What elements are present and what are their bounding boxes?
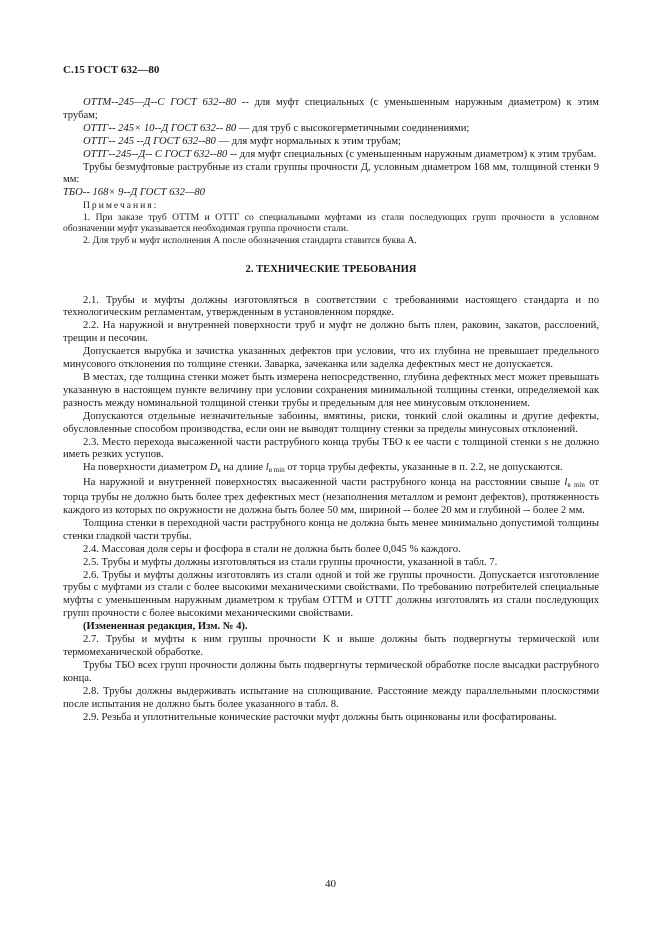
- page-number: 40: [325, 878, 336, 890]
- paragraph-2-2-b: Допускается вырубка и зачистка указанных дефектов при условии, что их глубина не превышает предельного минусового отклонения по толщине стенки. Заварка, зачеканка или заделка дефектных мест не допускается.: [63, 346, 599, 371]
- paragraph-2-3: 2.3. Место перехода высаженной части раструбного конца трубы ТБО к ее части с толщиной стенки s не должно иметь резких уступов.: [63, 436, 599, 461]
- paragraph-2-6: 2.6. Трубы и муфты должны изготовлять из стали одной и той же группы прочности. Допускается изготовление трубы с муфтами из стали с более высокими механическими свойствами. По требованию потребителей специальные муфты с уменьшенным наружным диаметром к трубам ОТТМ и ОТТГ должны изготовлять из стали последующих групп прочности с более высокими механическими свойствами.: [63, 569, 599, 620]
- edition-note: (Измененная редакция, Изм. № 4).: [83, 621, 248, 633]
- paragraph-2-3-c: На наружной и внутренней поверхностях высаженной части раструбного конца на расстоянии свыше $l_{в min}$ от торца трубы не должно быть более трех дефектных мест (незаполнения металлом и ремонт дефектов), протяженность каждого из которых по окружности не должна быть более 50 мм, шириной -- более 20 мм и глубиной -- более 2 мм.: [63, 477, 599, 517]
- designation-line-4: ОТТГ--245--Д-- С ГОСТ 632--80 -- для муфт специальных (с уменьшенным наружным диаметром) к этим трубам.: [83, 148, 597, 160]
- paragraph-2-9: 2.9. Резьба и уплотнительные конические расточки муфт должны быть оцинкованы или фосфатированы.: [83, 711, 557, 723]
- designation-line-2: ОТТГ-- 245× 10--Д ГОСТ 632-- 80 — для труб с высокогерметичными соединениями;: [83, 122, 470, 134]
- designation-code: ОТТГ-- 245 --Д ГОСТ 632--80: [83, 135, 216, 147]
- paragraph-2-2-d: Допускаются отдельные незначительные забоины, вмятины, риски, тонкий слой окалины и другие дефекты, обусловленные способом производства, если они не выводят толщину стенки за пределы минусовых отклонений.: [63, 410, 599, 435]
- section-title: 2. ТЕХНИЧЕСКИЕ ТРЕБОВАНИЯ: [245, 263, 417, 275]
- notes-header: Примечания:: [83, 200, 159, 212]
- paragraph-2-1: 2.1. Трубы и муфты должны изготовляться в соответствии с требованиями настоящего стандарта и по технологическим регламентам, утвержденным в установленном порядке.: [63, 294, 599, 319]
- page-header: С.15 ГОСТ 632—80: [63, 64, 160, 76]
- paragraph-2-4: 2.4. Массовая доля серы и фосфора в стали не должна быть более 0,045 % каждого.: [83, 543, 461, 555]
- paragraph-2-3-b: На поверхности диаметром $D_в$ на длине $l_{в min}$ от торца трубы дефекты, указанные в п. 2.2, не допускаются.: [83, 462, 563, 475]
- designation-line-3: ОТТГ-- 245 --Д ГОСТ 632--80 — для муфт нормальных к этим трубам;: [83, 135, 401, 147]
- paragraph-2-8: 2.8. Трубы должны выдерживать испытание на сплющивание. Расстояние между параллельными плоскостями после испытания не должно быть более указанного в табл. 8.: [63, 685, 599, 710]
- paragraph-2-2-c: В местах, где толщина стенки может быть измерена непосредственно, глубина дефектных мест может превышать указанную в настоящем пункте величину при условии сохранения минимальной толщины стенки, определяемой как разность между номинальной толщиной стенки трубы и предельным для нее минусовым отклонением.: [63, 371, 599, 409]
- paragraph-2-2: 2.2. На наружной и внутренней поверхности труб и муфт не должно быть плен, раковин, закатов, расслоений, трещин и песочин.: [63, 320, 599, 345]
- note-2: 2. Для труб и муфт исполнения А после обозначения стандарта ставится буква А.: [83, 235, 417, 247]
- designation-formula: ТБО-- 168× 9--Д ГОСТ 632—80: [63, 187, 205, 199]
- paragraph-2-7-b: Трубы ТБО всех групп прочности должны быть подвергнуты термической обработке после высадки раструбного конца.: [63, 659, 599, 684]
- designation-code: ОТТМ--245—Д--С ГОСТ 632--80: [83, 97, 237, 108]
- page-content: [63, 97, 599, 724]
- designation-code: ОТТГ--245--Д-- С ГОСТ 632--80: [83, 148, 228, 160]
- paragraph-2-3-d: Толщина стенки в переходной части раструбного конца не должна быть менее минимально допустимой толщины стенки гладкой части трубы.: [63, 517, 599, 542]
- paragraph-2-5: 2.5. Трубы и муфты должны изготовляться из стали группы прочности, указанной в табл. 7.: [83, 556, 498, 568]
- paragraph-2-7: 2.7. Трубы и муфты к ним группы прочности К и выше должны быть подвергнуты термической или термомеханической обработке.: [63, 634, 599, 658]
- note-1: 1. При заказе труб ОТТМ и ОТТГ со специальными муфтами из стали последующих групп прочности в условном обозначении муфт указывается необходимая группа прочности стали.: [63, 211, 599, 235]
- bezmuft-paragraph: Трубы безмуфтовые раструбные из стали группы прочности Д, условным диаметром 168 мм, толщиной стенки 9 мм:: [63, 161, 599, 186]
- designation-line-1: ОТТМ--245—Д--С ГОСТ 632--80 -- для муфт специальных (с уменьшенным наружным диаметром) к этим трубам;: [63, 97, 599, 121]
- designation-code: ОТТГ-- 245× 10--Д ГОСТ 632-- 80: [83, 122, 237, 134]
